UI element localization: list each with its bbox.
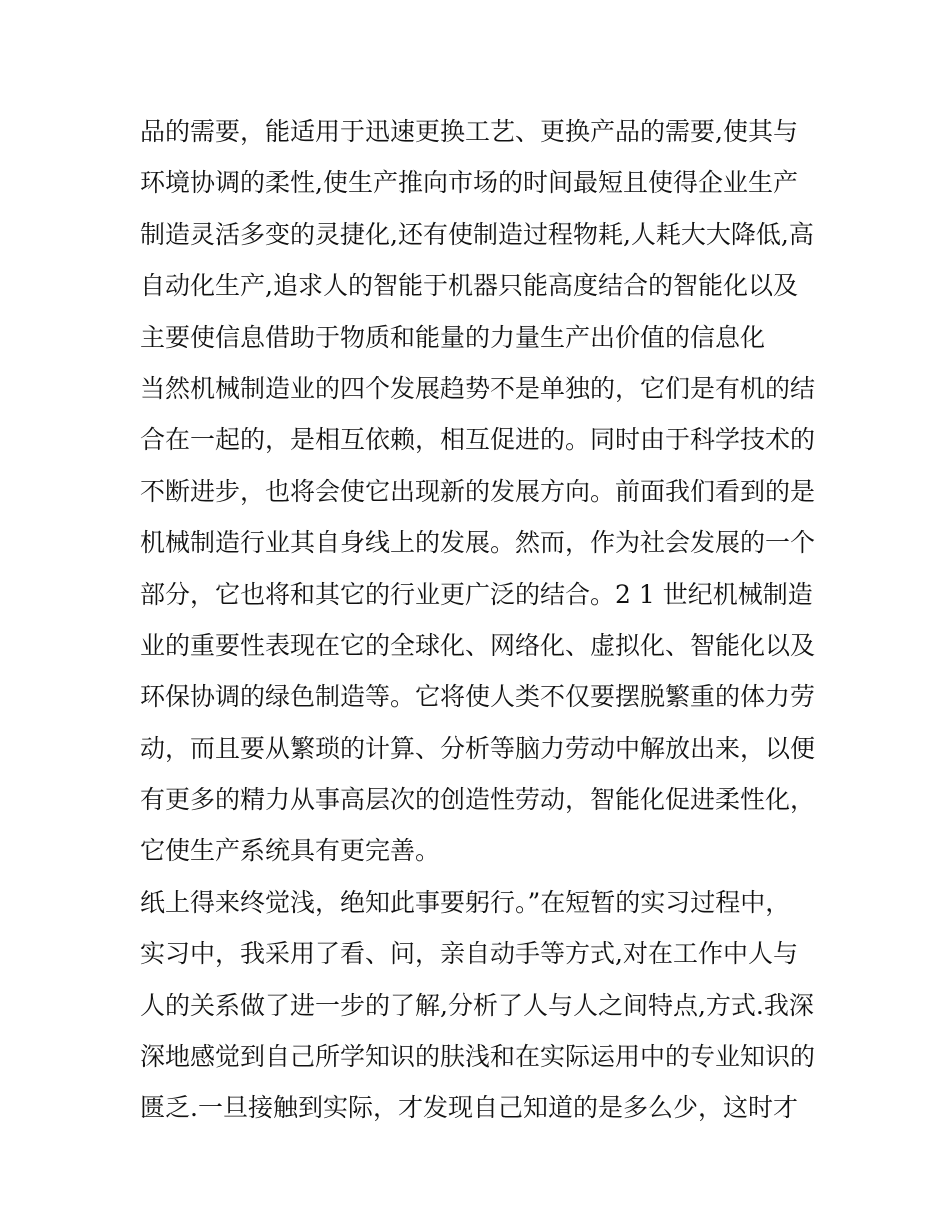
text-line: 业的重要性表现在它的全球化、网络化、虚拟化、智能化以及 — [140, 630, 816, 660]
text-line: 机械制造行业其自身线上的发展。然而，作为社会发展的一个 — [140, 528, 816, 558]
text-line: 它使生产系统具有更完善。 — [140, 836, 441, 866]
text-line: 不断进步，也将会使它出现新的发展方向。前面我们看到的是 — [140, 476, 816, 506]
text-line: 主要使信息借助于物质和能量的力量生产出价值的信息化 — [140, 322, 766, 352]
text-line: 品的需要，能适用于迅速更换工艺、更换产品的需要,使其与 — [140, 117, 798, 146]
text-line: 环境协调的柔性,使生产推向市场的时间最短且使得企业生产 — [140, 168, 798, 198]
text-line: 制造灵活多变的灵捷化,还有使制造过程物耗,人耗大大降低,高 — [140, 219, 814, 249]
text-line: 实习中，我采用了看、问，亲自动手等方式,对在工作中人与 — [140, 939, 798, 969]
text-line: 匮乏.一旦接触到实际，才发现自己知道的是多么少，这时才 — [140, 1093, 798, 1123]
text-line: 人的关系做了进一步的了解,分析了人与人之间特点,方式.我深 — [140, 990, 814, 1020]
text-line: 纸上得来终觉浅，绝知此事要躬行。”在短暂的实习过程中， — [140, 887, 791, 917]
text-line: 当然机械制造业的四个发展趋势不是单独的，它们是有机的结 — [140, 373, 816, 403]
text-line: 环保协调的绿色制造等。它将使人类不仅要摆脱繁重的体力劳 — [140, 682, 816, 712]
text-line: 深地感觉到自己所学知识的肤浅和在实际运用中的专业知识的 — [140, 1042, 816, 1072]
text-line: 合在一起的，是相互依赖，相互促进的。同时由于科学技术的 — [140, 425, 816, 455]
text-line: 动，而且要从繁琐的计算、分析等脑力劳动中解放出来，以便 — [140, 733, 816, 763]
body-text — [140, 106, 830, 1134]
text-line: 有更多的精力从事高层次的创造性劳动，智能化促进柔性化， — [140, 785, 816, 815]
text-line: 部分，它也将和其它的行业更广泛的结合。2 1 世纪机械制造 — [140, 579, 813, 609]
text-line: 自动化生产,追求人的智能于机器只能高度结合的智能化以及 — [140, 271, 798, 301]
